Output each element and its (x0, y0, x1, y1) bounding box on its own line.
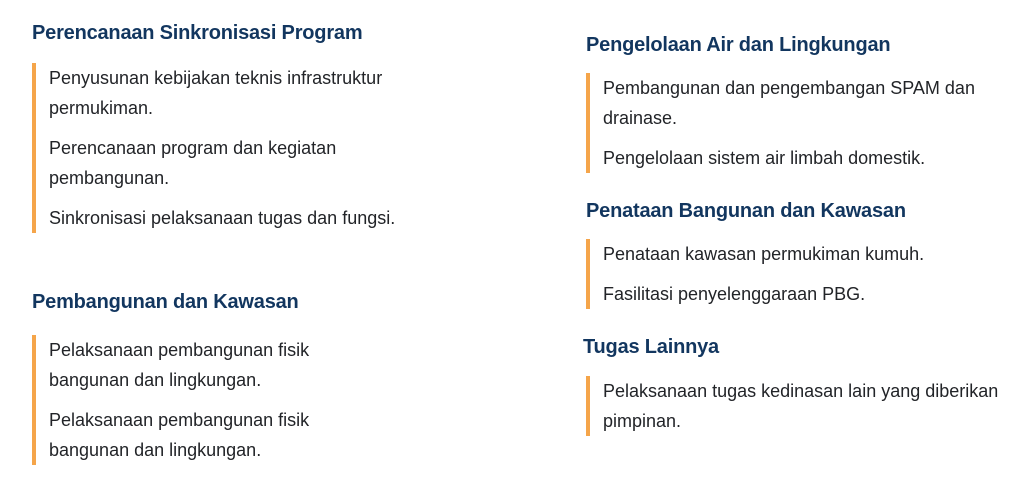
section-pembangunan (32, 290, 422, 465)
task-list (586, 239, 1008, 309)
list-item: Pelaksanaan pembangunan fisik bangunan dan lingkungan. (49, 340, 310, 390)
list-item: Pembangunan dan pengembangan SPAM dan drainase. (603, 78, 975, 128)
section-penataan-bangunan (586, 199, 1011, 309)
section-title: Pembangunan dan Kawasan (32, 291, 299, 313)
section-pengelolaan-air (586, 33, 1011, 173)
list-item: Pelaksanaan pembangunan fisik bangunan dan lingkungan. (49, 410, 310, 460)
list-item: Pelaksanaan tugas kedinasan lain yang diberikan pimpinan. (603, 381, 999, 431)
list-item: Perencanaan program dan kegiatan pembangunan. (49, 138, 337, 188)
list-item: Sinkronisasi pelaksanaan tugas dan fungsi. (49, 208, 396, 228)
section-perencanaan (32, 21, 422, 233)
section-title: Pengelolaan Air dan Lingkungan (586, 34, 891, 56)
task-list (32, 63, 399, 233)
task-list (586, 73, 1003, 173)
section-title: Penataan Bangunan dan Kawasan (586, 200, 906, 222)
list-item: Penataan kawasan permukiman kumuh. (603, 244, 925, 264)
task-list (586, 376, 1003, 436)
section-tugas-lainnya (583, 335, 1011, 436)
section-title: Perencanaan Sinkronisasi Program (32, 22, 363, 44)
section-title: Tugas Lainnya (583, 336, 719, 358)
list-item: Pengelolaan sistem air limbah domestik. (603, 148, 926, 168)
task-list (32, 335, 359, 465)
list-item: Penyusunan kebijakan teknis infrastruktur permukiman. (49, 68, 383, 118)
list-item: Fasilitasi penyelenggaraan PBG. (603, 284, 866, 304)
